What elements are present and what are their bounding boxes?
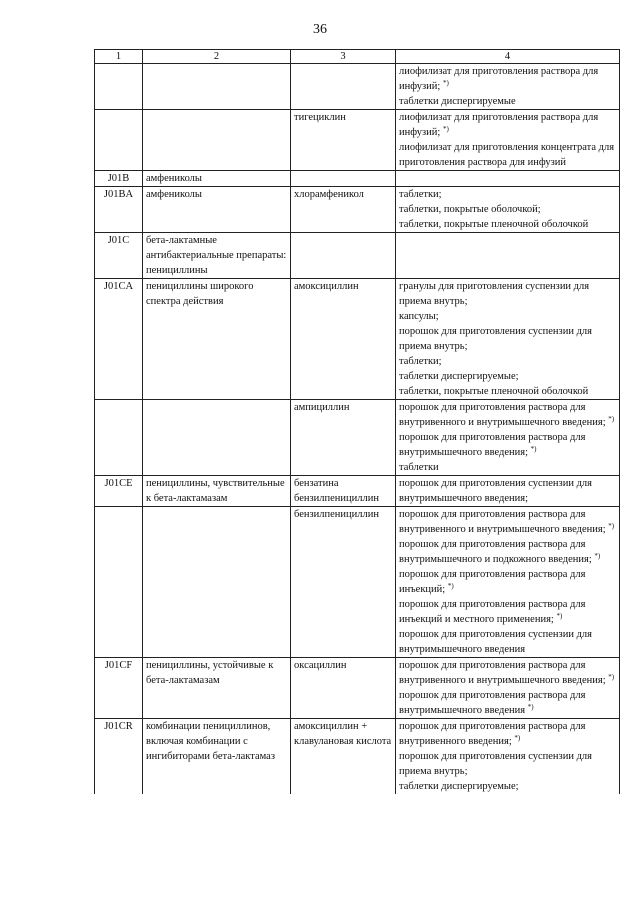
atc-code-cell: J01CR: [95, 719, 143, 795]
dosage-form-text: таблетки диспергируемые;: [399, 781, 519, 792]
dosage-form-item: [399, 507, 616, 537]
dosage-forms-cell: [396, 719, 620, 795]
pharm-group-cell: амфениколы: [143, 171, 291, 187]
dosage-form-item: [399, 279, 616, 309]
footnote-mark: [608, 673, 614, 681]
dosage-form-item: [399, 719, 616, 749]
dosage-form-item: [399, 217, 616, 232]
dosage-form-text: порошок для приготовления раствора для внутривенного введения;: [399, 721, 586, 747]
dosage-forms-cell: [396, 110, 620, 171]
table-row: [95, 658, 620, 719]
dosage-form-item: [399, 567, 616, 597]
drug-table: [94, 49, 620, 794]
dosage-form-text: лиофилизат для приготовления раствора для инфузий;: [399, 66, 599, 92]
drug-name-cell: ампициллин: [291, 400, 396, 476]
dosage-forms-cell: [396, 658, 620, 719]
footnote-mark: [594, 552, 600, 560]
pharm-group-cell: [143, 507, 291, 658]
dosage-form-text: порошок для приготовления раствора для инъекций и местного применения;: [399, 599, 586, 625]
drug-name-cell: амоксициллин: [291, 279, 396, 400]
dosage-form-item: [399, 202, 616, 217]
table-row: [95, 476, 620, 507]
table-row: [95, 279, 620, 400]
atc-code-cell: J01C: [95, 233, 143, 279]
table-header: [95, 50, 620, 64]
footnote-mark: [556, 612, 562, 620]
drug-name-cell: [291, 64, 396, 110]
dosage-form-text: лиофилизат для приготовления концентрата для приготовления раствора для инфузий: [399, 142, 615, 168]
footnote-mark: [448, 582, 454, 590]
footnote-mark: [514, 734, 520, 742]
dosage-form-text: таблетки;: [399, 189, 442, 200]
dosage-form-item: [399, 324, 616, 354]
dosage-form-text: порошок для приготовления суспензии для приема внутрь;: [399, 751, 592, 777]
dosage-forms-cell: [396, 279, 620, 400]
dosage-form-text: таблетки;: [399, 356, 442, 367]
dosage-form-item: [399, 140, 616, 170]
pharm-group-cell: [143, 110, 291, 171]
dosage-form-item: [399, 369, 616, 384]
dosage-form-text: лиофилизат для приготовления раствора для инфузий;: [399, 112, 599, 138]
footnote-mark: [528, 703, 534, 711]
dosage-form-text: порошок для приготовления раствора для внутримышечного введения: [399, 690, 586, 716]
dosage-form-item: [399, 384, 616, 399]
footnote-mark: [608, 522, 614, 530]
atc-code-cell: J01CA: [95, 279, 143, 400]
dosage-form-item: [399, 94, 616, 109]
dosage-form-text: порошок для приготовления раствора для внутривенного и внутримышечного введения;: [399, 402, 606, 428]
drug-name-cell: амоксициллин + клавулановая кислота: [291, 719, 396, 795]
pharm-group-cell: комбинации пенициллинов, включая комбинации с ингибиторами бета-лактамаз: [143, 719, 291, 795]
atc-code-cell: J01CF: [95, 658, 143, 719]
dosage-forms-cell: [396, 400, 620, 476]
column-header-group: 2: [143, 50, 291, 64]
drug-name-cell: тигециклин: [291, 110, 396, 171]
dosage-form-text: таблетки, покрытые пленочной оболочкой: [399, 386, 589, 397]
table-row: [95, 64, 620, 110]
drug-name-cell: бензатина бензилпенициллин: [291, 476, 396, 507]
dosage-form-text: порошок для приготовления раствора для внутримышечного введения;: [399, 432, 586, 458]
drug-name-cell: [291, 233, 396, 279]
dosage-form-item: [399, 430, 616, 460]
drug-name-cell: бензилпенициллин: [291, 507, 396, 658]
pharm-group-cell: [143, 400, 291, 476]
header-row: [95, 50, 620, 64]
table-row: [95, 400, 620, 476]
table-row: [95, 187, 620, 233]
dosage-form-item: [399, 354, 616, 369]
atc-code-cell: [95, 507, 143, 658]
footnote-mark: [608, 415, 614, 423]
dosage-form-text: таблетки, покрытые пленочной оболочкой: [399, 219, 589, 230]
page-number: 36: [313, 22, 327, 37]
drug-name-cell: [291, 171, 396, 187]
atc-code-cell: [95, 64, 143, 110]
atc-code-cell: J01BA: [95, 187, 143, 233]
table-row: [95, 233, 620, 279]
pharm-group-cell: пенициллины, устойчивые к бета-лактамазам: [143, 658, 291, 719]
dosage-form-text: таблетки диспергируемые: [399, 96, 516, 107]
dosage-forms-cell: [396, 507, 620, 658]
table-row: [95, 719, 620, 795]
dosage-form-text: таблетки, покрытые оболочкой;: [399, 204, 541, 215]
dosage-form-item: [399, 658, 616, 688]
column-header-drug: 3: [291, 50, 396, 64]
atc-code-cell: [95, 400, 143, 476]
pharm-group-cell: амфениколы: [143, 187, 291, 233]
pharm-group-cell: бета-лактамные антибактериальные препараты: пенициллины: [143, 233, 291, 279]
dosage-form-item: [399, 110, 616, 140]
dosage-form-item: [399, 537, 616, 567]
pharm-group-cell: пенициллины, чувствительные к бета-лактамазам: [143, 476, 291, 507]
drug-name-cell: оксациллин: [291, 658, 396, 719]
dosage-form-item: [399, 476, 616, 506]
dosage-form-text: порошок для приготовления суспензии для внутримышечного введения;: [399, 478, 592, 504]
drug-name-cell: хлорамфеникол: [291, 187, 396, 233]
dosage-form-text: порошок для приготовления раствора для внутривенного и внутримышечного введения;: [399, 660, 606, 686]
dosage-form-item: [399, 187, 616, 202]
dosage-form-text: таблетки диспергируемые;: [399, 371, 519, 382]
dosage-forms-cell: [396, 171, 620, 187]
dosage-form-text: порошок для приготовления раствора для внутривенного и внутримышечного введения;: [399, 509, 606, 535]
table-body: [95, 64, 620, 795]
column-header-code: 1: [95, 50, 143, 64]
dosage-forms-cell: [396, 64, 620, 110]
dosage-form-text: гранулы для приготовления суспензии для приема внутрь;: [399, 281, 590, 307]
dosage-form-item: [399, 400, 616, 430]
footnote-mark: [443, 79, 449, 87]
dosage-form-item: [399, 309, 616, 324]
dosage-form-item: [399, 749, 616, 779]
dosage-form-text: капсулы;: [399, 311, 439, 322]
dosage-form-text: таблетки: [399, 462, 439, 473]
footnote-mark: [443, 125, 449, 133]
dosage-form-text: порошок для приготовления раствора для инъекций;: [399, 569, 586, 595]
dosage-form-item: [399, 597, 616, 627]
column-header-forms: 4: [396, 50, 620, 64]
table-row: [95, 171, 620, 187]
table-row: [95, 507, 620, 658]
dosage-form-item: [399, 460, 616, 475]
dosage-forms-cell: [396, 476, 620, 507]
atc-code-cell: J01B: [95, 171, 143, 187]
dosage-form-item: [399, 627, 616, 657]
pharm-group-cell: [143, 64, 291, 110]
dosage-forms-cell: [396, 187, 620, 233]
atc-code-cell: J01CE: [95, 476, 143, 507]
footnote-mark: [531, 445, 537, 453]
dosage-forms-cell: [396, 233, 620, 279]
table-row: [95, 110, 620, 171]
dosage-form-text: порошок для приготовления суспензии для приема внутрь;: [399, 326, 592, 352]
dosage-form-item: [399, 779, 616, 794]
dosage-form-text: порошок для приготовления суспензии для внутримышечного введения: [399, 629, 592, 655]
atc-code-cell: [95, 110, 143, 171]
dosage-form-item: [399, 688, 616, 718]
dosage-form-text: порошок для приготовления раствора для внутримышечного и подкожного введения;: [399, 539, 592, 565]
dosage-form-item: [399, 64, 616, 94]
pharm-group-cell: пенициллины широкого спектра действия: [143, 279, 291, 400]
